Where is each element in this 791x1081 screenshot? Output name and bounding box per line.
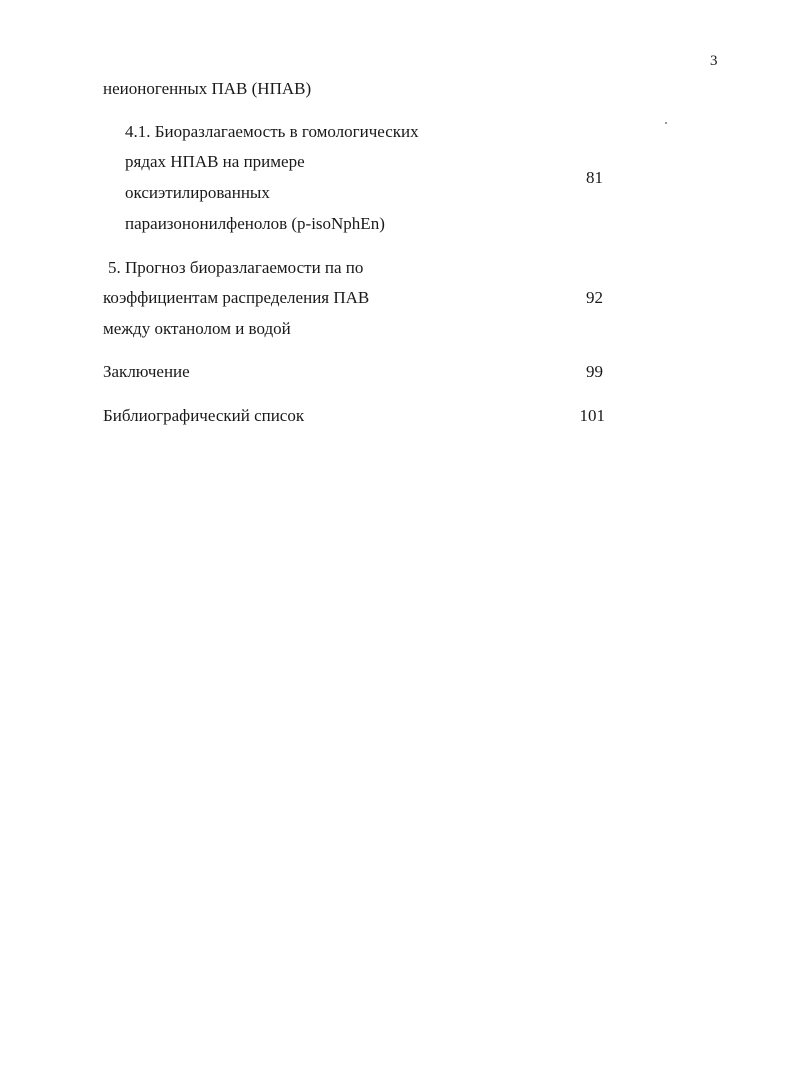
toc-page-number: 81	[586, 168, 603, 187]
toc-entry-line: между октанолом и водой	[103, 319, 291, 338]
scan-speck	[665, 122, 667, 124]
toc-entry-label: Библиографический список	[103, 406, 305, 425]
toc-entry-line: параизононилфенолов (p-isoNphEn)	[125, 214, 385, 233]
toc-continued-line: неионогенных ПАВ (НПАВ)	[103, 79, 312, 98]
toc-page-number: 99	[586, 362, 603, 381]
toc-entry-line: оксиэтилированных	[125, 183, 270, 202]
toc-entry-line: 4.1. Биоразлагаемость в гомологических	[125, 122, 419, 141]
page-number: 3	[710, 53, 718, 69]
toc-entry-line: 5. Прогноз биоразлагаемости па по	[108, 258, 364, 277]
toc-page-number: 101	[579, 406, 605, 425]
toc-entry-line: коэффициентам распределения ПАВ	[103, 288, 370, 307]
toc-entry-line: рядах НПАВ на примере	[125, 152, 305, 171]
toc-entry-label: Заключение	[103, 362, 190, 381]
toc-page-number: 92	[586, 288, 603, 307]
